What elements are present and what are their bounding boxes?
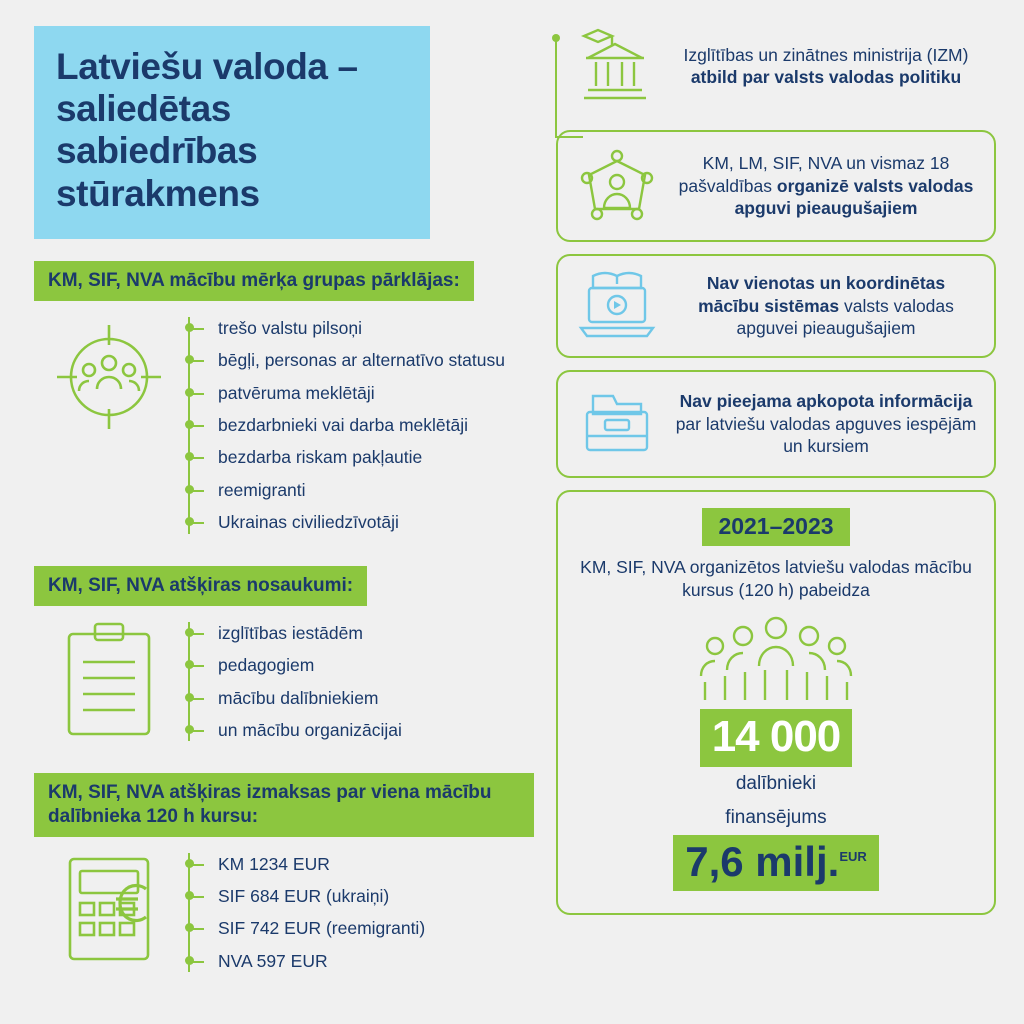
left-column xyxy=(34,26,534,982)
list-item: patvēruma meklētāji xyxy=(190,382,534,404)
list-item: bēgļi, personas ar alternatīvo statusu xyxy=(190,349,534,371)
right-column xyxy=(556,24,996,915)
list-item: bezdarbnieki vai darba meklētāji xyxy=(190,414,534,436)
card-text-plain: Izglītības un zinātnes ministrija (IZM) xyxy=(683,44,969,65)
card-text-plain: valsts valodas apguvei pieaugušajiem xyxy=(736,295,954,339)
funding-value: 7,6 milj. xyxy=(685,837,840,885)
section-target-groups xyxy=(34,261,534,544)
card-text-bold: Nav vienotas un koordinētas mācību sistēmas xyxy=(698,273,946,316)
list-item: Ukrainas civiliedzīvotāji xyxy=(190,511,534,533)
stat-card xyxy=(556,490,996,915)
connector-line xyxy=(555,136,583,138)
different-names-list xyxy=(188,622,534,742)
list-item: trešo valstu pilsoņi xyxy=(190,317,534,339)
card-no-aggregated-info xyxy=(556,370,996,478)
title-box xyxy=(34,26,430,239)
stat-period: 2021–2023 xyxy=(702,508,849,546)
list-item: SIF 684 EUR (ukraiņi) xyxy=(190,885,534,907)
card-text-bold: Nav pieejama apkopota informācija xyxy=(679,391,973,412)
list-item: bezdarba riskam pakļautie xyxy=(190,446,534,468)
network-people-icon xyxy=(574,146,660,226)
card-text xyxy=(672,44,980,89)
card-no-unified-system xyxy=(556,254,996,358)
costs-list xyxy=(188,853,534,973)
list-item: KM 1234 EUR xyxy=(190,853,534,875)
list-item: reemigranti xyxy=(190,479,534,501)
funding-unit: EUR xyxy=(839,848,867,864)
participants-label: dalībnieki xyxy=(735,772,817,794)
stat-description: KM, SIF, NVA organizētos latviešu valodas mācību kursus (120 h) pabeidza xyxy=(580,557,972,600)
card-text-plain: par latviešu valodas apguves iespējām un kursiem xyxy=(675,413,977,457)
laptop-book-icon xyxy=(574,270,660,342)
section-heading: KM, SIF, NVA atšķiras nosaukumi: xyxy=(34,566,367,606)
list-item: SIF 742 EUR (reemigranti) xyxy=(190,917,534,939)
funding-number xyxy=(673,835,879,891)
card-text xyxy=(674,152,978,219)
page-title: Latviešu valoda – saliedētas sabiedrības stūrakmens xyxy=(56,46,358,214)
section-heading: KM, SIF, NVA atšķiras izmaksas par viena mācību dalībnieka 120 h kursu: xyxy=(34,773,534,836)
clipboard-icon xyxy=(34,620,184,740)
calculator-euro-icon xyxy=(34,851,184,967)
card-izm-policy xyxy=(556,24,996,118)
people-group-icon xyxy=(574,612,978,709)
section-heading: KM, SIF, NVA mācību mērķa grupas pārklājas: xyxy=(34,261,474,301)
card-text-plain: KM, LM, SIF, NVA un vismaz 18 pašvaldības xyxy=(678,153,950,196)
card-text xyxy=(674,272,978,339)
card-text-bold: atbild par valsts valodas politiku xyxy=(690,67,962,87)
card-text-bold: organizē valsts valodas apguvi pieaugušajiem xyxy=(734,175,974,219)
list-item: NVA 597 EUR xyxy=(190,950,534,972)
participants-number: 14 000 xyxy=(700,709,853,767)
target-people-icon xyxy=(34,315,184,439)
section-different-names xyxy=(34,566,534,752)
connector-line xyxy=(555,38,557,138)
card-text xyxy=(674,390,978,457)
target-groups-list xyxy=(188,317,534,534)
list-item: izglītības iestādēm xyxy=(190,622,534,644)
list-item: un mācību organizācijai xyxy=(190,719,534,741)
funding-label: finansējums xyxy=(725,806,827,828)
government-building-icon xyxy=(572,28,658,104)
section-costs xyxy=(34,773,534,982)
file-box-icon xyxy=(574,386,660,462)
list-item: pedagogiem xyxy=(190,654,534,676)
card-organizers xyxy=(556,130,996,242)
list-item: mācību dalībniekiem xyxy=(190,687,534,709)
